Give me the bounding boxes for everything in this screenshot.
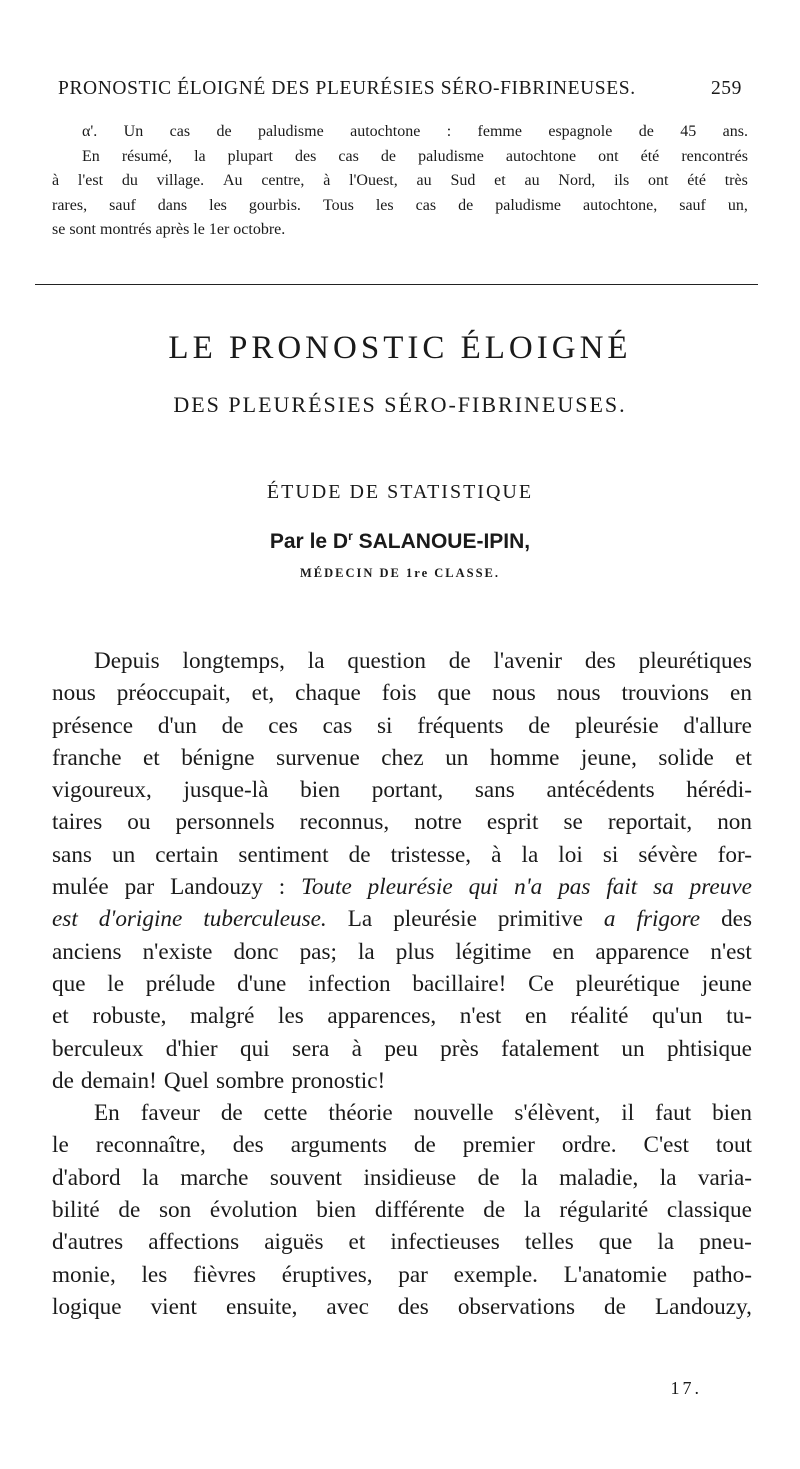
body-word: cette [263, 1100, 308, 1127]
body-word: affections [148, 1229, 240, 1256]
body-word: à [491, 841, 502, 868]
body-word: ces [268, 712, 298, 739]
body-word: se [563, 809, 583, 836]
body-word: ou [127, 809, 151, 836]
body-word: a [603, 906, 616, 933]
body-word: nous [556, 680, 601, 707]
body-word: que [52, 970, 86, 997]
study-label: ÉTUDE DE STATISTIQUE [266, 481, 534, 503]
body-word: reportait, [607, 809, 693, 836]
body-word: de [483, 1197, 506, 1224]
footnote-word: sauf [679, 196, 706, 214]
author-rank: MÉDECIN DE 1re CLASSE. [299, 566, 501, 580]
body-word: vient [150, 1293, 197, 1320]
footnote-word: α'. [82, 123, 98, 140]
footnote-word: : [446, 123, 452, 140]
footnote-word: femme [477, 123, 522, 140]
body-word: pleurésie [574, 712, 659, 739]
body-word: reconnaître, [95, 1132, 206, 1159]
body-word: la [521, 841, 539, 868]
section-divider [35, 284, 758, 285]
body-word: patho- [692, 1261, 752, 1288]
footnote-word: paludisme [418, 147, 484, 165]
footnote-word: Un [123, 123, 144, 140]
footnote-word: espagnole [548, 123, 613, 140]
signature-mark: 17. [670, 1378, 702, 1398]
body-word: la [142, 1164, 159, 1191]
body-line [52, 677, 752, 709]
body-word: C'est [643, 1132, 689, 1159]
body-word: le [52, 1132, 69, 1159]
body-word: cas [322, 712, 353, 739]
body-word: légitime [455, 938, 532, 965]
body-line [52, 742, 752, 774]
footnote-word: rencontrés [681, 147, 748, 165]
byline [0, 529, 800, 554]
body-word: de [52, 1067, 74, 1094]
body-word: jeune [701, 970, 752, 997]
footnote-word: au [524, 172, 540, 189]
body-line [52, 710, 752, 742]
body-word: des [397, 1293, 429, 1320]
footnote-word: ont [598, 147, 619, 165]
body-word: homme [489, 744, 560, 771]
body-word: bacillaire! [412, 970, 507, 997]
body-word: insidieuse [363, 1164, 457, 1191]
body-line [52, 1000, 752, 1032]
body-word: monie, [52, 1261, 116, 1288]
body-word: réalité [570, 1003, 629, 1030]
body-word: à [351, 1035, 362, 1062]
body-word: et [52, 1003, 69, 1030]
body-word: anciens [52, 938, 122, 965]
body-word: reconnus, [299, 809, 390, 836]
body-line [52, 1259, 752, 1291]
footnote-word: de [458, 196, 474, 214]
body-word: question [347, 648, 426, 674]
body-word: n'existe [142, 938, 213, 965]
body-word: des [584, 648, 616, 674]
body-word: Depuis [94, 648, 160, 674]
body-word: classique [666, 1197, 752, 1224]
footnote-word: résumé, [121, 147, 173, 165]
body-word: en [524, 1003, 547, 1030]
footnote-line [82, 120, 748, 145]
body-word: Ce [528, 970, 554, 997]
footnote-word: village. [156, 172, 205, 189]
body-line [52, 1291, 752, 1323]
body-word: un [621, 1035, 645, 1062]
footnote-word: rares, [52, 196, 88, 214]
body-word: pleurésie [367, 874, 453, 901]
body-word: Quel [163, 1067, 209, 1094]
footnote-block [52, 120, 748, 243]
footnote-word: ans. [722, 123, 748, 140]
body-word: par [124, 874, 155, 901]
body-word: il [621, 1100, 635, 1127]
footnote-word: Sud [450, 172, 476, 189]
body-word: de [118, 1197, 141, 1224]
footnote-line [82, 145, 748, 170]
body-word: fièvres [192, 1261, 257, 1288]
footnote-word: et [494, 172, 506, 189]
body-word: chez [381, 744, 424, 771]
footnote-word: dans [157, 196, 188, 214]
footnote-word: Nord, [558, 172, 596, 189]
body-word: certain [155, 841, 219, 868]
body-line [52, 1129, 752, 1161]
body-word: la [520, 1164, 538, 1191]
body-word: et, [251, 680, 275, 707]
body-word: arguments [290, 1132, 387, 1159]
footnote-word: autochtone [505, 147, 577, 165]
body-word: de [528, 712, 551, 739]
body-word: trouvions [621, 680, 710, 707]
body-word: infection [308, 970, 391, 997]
body-line [52, 1162, 752, 1194]
body-word: tout [715, 1132, 752, 1159]
body-line [52, 936, 752, 968]
body-word: apparence [595, 938, 690, 965]
body-word: bien [316, 1197, 357, 1224]
body-word: fait [606, 874, 638, 901]
body-word: la [307, 648, 325, 674]
body-word: varia- [697, 1164, 752, 1191]
body-line [52, 1194, 752, 1226]
body-word: bénigne [181, 744, 255, 771]
body-word: n'est [459, 1003, 502, 1030]
footnote-word: très [724, 172, 748, 189]
body-word: avec [326, 1293, 369, 1320]
body-word: bilité [52, 1197, 100, 1224]
body-word: En [94, 1100, 120, 1127]
body-word: donc [233, 938, 279, 965]
body-line [52, 645, 752, 677]
body-word: sa [653, 874, 674, 901]
body-word: prélude [145, 970, 216, 997]
body-word: d'un [157, 712, 197, 739]
body-word: marche [180, 1164, 249, 1191]
body-word: fréquents [417, 712, 504, 739]
footnote-word: les [375, 196, 394, 214]
footnote-word: plupart [227, 147, 273, 165]
body-word: pas [558, 874, 591, 901]
body-word: des [232, 1132, 264, 1159]
body-word: aiguës [264, 1229, 324, 1256]
body-word: les [141, 1261, 168, 1288]
body-word: sans [474, 777, 515, 804]
body-word: antécédents [546, 777, 655, 804]
body-word: sévère [638, 841, 698, 868]
body-word: tu- [726, 1003, 752, 1030]
body-word: de [413, 1132, 436, 1159]
footnote-word: paludisme [257, 123, 324, 140]
body-line [52, 1097, 752, 1129]
body-line [52, 968, 752, 1000]
footnote-word: Tous [322, 196, 354, 214]
body-word: premier [462, 1132, 535, 1159]
body-word: faveur [140, 1100, 200, 1127]
body-word: de [221, 712, 244, 739]
body-line [52, 806, 752, 838]
body-word: par [398, 1261, 428, 1288]
body-word: et [735, 744, 752, 771]
body-word: robuste, [92, 1003, 167, 1030]
footnote-line [52, 169, 748, 194]
footnote-word: la [194, 147, 206, 165]
body-word: près [440, 1035, 479, 1062]
body-word: qui [239, 1035, 270, 1062]
body-word: nouvelle [413, 1100, 494, 1127]
body-word: demain! [80, 1067, 157, 1094]
body-word: chaque [295, 680, 361, 707]
body-line [52, 774, 752, 806]
body-word: jusque-là [183, 777, 269, 804]
body-word: d'autres [52, 1229, 124, 1256]
body-word: de [477, 1164, 500, 1191]
body-word: en [552, 938, 575, 965]
body-word: apparences, [327, 1003, 437, 1030]
body-word: pas; [299, 938, 337, 965]
body-word: preuve [689, 874, 752, 901]
body-word: peu [384, 1035, 418, 1062]
byline-prefix: Par le D [269, 530, 349, 553]
footnote-word: Au [222, 172, 243, 189]
body-word: fatalement [501, 1035, 600, 1062]
body-line [52, 871, 752, 903]
body-word: en [730, 680, 752, 707]
footnote-line [52, 194, 748, 219]
body-word: tuberculeuse. [203, 906, 327, 933]
body-word: un [445, 744, 469, 771]
body-word: qui [468, 874, 499, 901]
footnote-word: des [295, 147, 317, 165]
footnote-word: sauf [109, 196, 136, 214]
body-word: les [278, 1003, 304, 1030]
body-word: régularité [559, 1197, 649, 1224]
footnote-word: autochtone [350, 123, 421, 140]
running-head-title: PRONOSTIC ÉLOIGNÉ DES PLEURÉSIES SÉRO-FIBRINEUSES. [58, 78, 636, 99]
body-word: franche [52, 744, 122, 771]
footnote-word: 45 [680, 123, 697, 140]
body-word: de [448, 648, 471, 674]
footnote-word: cas [338, 147, 359, 165]
body-word: loi [558, 841, 583, 868]
body-word: pronostic! [291, 1067, 386, 1094]
body-word: phtisique [666, 1035, 752, 1062]
body-word: taires [52, 809, 103, 836]
footnote-word: gourbis. [248, 196, 301, 214]
body-word: for- [717, 841, 752, 868]
footnote-word: autochtone, [583, 196, 658, 214]
body-word: fois [381, 680, 417, 707]
body-word: La [347, 906, 373, 933]
body-word: pleurétiques [638, 648, 752, 674]
footnote-word: cas [169, 123, 191, 140]
body-word: souvent [269, 1164, 342, 1191]
body-word: d'une [237, 970, 287, 997]
body-line [52, 1033, 752, 1065]
running-head [58, 78, 742, 100]
body-word: mulée [52, 874, 109, 901]
footnote-word: été [640, 147, 660, 165]
body-word: pleurésie [393, 906, 477, 933]
footnote-word: un, [727, 196, 748, 214]
body-word: d'hier [165, 1035, 218, 1062]
body-word: éruptives, [281, 1261, 373, 1288]
body-word: malgré [190, 1003, 255, 1030]
body-word: esprit [486, 809, 539, 836]
body-word: sentiment [238, 841, 329, 868]
body-word: n'est [710, 938, 752, 965]
article-subtitle: DES PLEURÉSIES SÉRO-FIBRINEUSES. [173, 392, 627, 417]
body-word: des [721, 906, 752, 933]
footnote-word: centre, [261, 172, 305, 189]
footnote-word: à [52, 172, 60, 189]
footnote-word: de [380, 147, 397, 165]
body-word: si [377, 712, 393, 739]
body-word: maladie, [559, 1164, 639, 1191]
body-word: la [659, 1164, 677, 1191]
body-word: L'anatomie [563, 1261, 668, 1288]
footnote-word: à [323, 172, 331, 189]
body-word: ensuite, [225, 1293, 298, 1320]
body-word: infectieuses [390, 1229, 500, 1256]
body-word: théorie [328, 1100, 393, 1127]
author-name: SALANOUE-IPIN, [358, 530, 531, 553]
footnote-word: En [82, 147, 100, 165]
body-word: présence [52, 712, 134, 739]
body-word: sera [291, 1035, 330, 1062]
body-word: la [657, 1229, 675, 1256]
body-line [52, 1226, 752, 1258]
body-word: différente [374, 1197, 465, 1224]
footnote-word: l'Ouest, [349, 172, 398, 189]
body-word: notre [414, 809, 462, 836]
body-line [52, 1065, 752, 1097]
body-line [52, 839, 752, 871]
footnote-word: paludisme [495, 196, 561, 214]
body-word: le [107, 970, 124, 997]
footnote-word: ont [648, 172, 669, 189]
body-word: telles [524, 1229, 574, 1256]
body-word: l'avenir [493, 648, 563, 674]
body-word: d'abord [52, 1164, 121, 1191]
body-word: la [357, 938, 375, 965]
body-word: son [158, 1197, 192, 1224]
body-word: plus [395, 938, 435, 965]
byline-sup: r [348, 529, 353, 543]
footnote-word: les [209, 196, 227, 214]
body-word: la [523, 1197, 541, 1224]
body-word: Toute [301, 874, 352, 901]
body-word: préoccupait, [116, 680, 231, 707]
article-body [52, 645, 752, 1323]
body-word: : [278, 874, 286, 901]
footnote-word: au [416, 172, 432, 189]
body-word: pleurétique [575, 970, 680, 997]
footnote-word: de [638, 123, 654, 140]
body-word: primitive [497, 906, 583, 933]
body-word: Landouzy [170, 874, 263, 901]
body-word: logique [52, 1293, 122, 1320]
body-word: bien [300, 777, 341, 804]
body-word: sombre [215, 1067, 285, 1094]
body-word: ordre. [561, 1132, 617, 1159]
footnote-word: se sont montrés après le 1er octobre. [52, 221, 286, 238]
body-word: non [717, 809, 752, 836]
body-word: survenue [276, 744, 360, 771]
body-word: pneu- [699, 1229, 752, 1256]
body-word: de [604, 1293, 626, 1320]
body-line [52, 903, 752, 935]
body-word: sans [52, 841, 92, 868]
footnote-word: ils [614, 172, 630, 189]
body-word: jeune, [580, 744, 637, 771]
body-word: hérédi- [686, 777, 752, 804]
body-word: d'origine [98, 906, 183, 933]
body-word: de [348, 841, 371, 868]
body-word: nous [491, 680, 536, 707]
article-title: LE PRONOSTIC ÉLOIGNÉ [168, 330, 632, 366]
body-word: berculeux [52, 1035, 144, 1062]
body-word: d'allure [683, 712, 752, 739]
body-word: un [112, 841, 136, 868]
body-word: si [602, 841, 619, 868]
body-word: faut [655, 1100, 692, 1127]
body-word: nous [52, 680, 96, 707]
footnote-word: du [121, 172, 138, 189]
body-word: et [142, 744, 160, 771]
body-word: exemple. [453, 1261, 538, 1288]
footnote-word: été [687, 172, 706, 189]
footnote-word: cas [415, 196, 437, 214]
body-word: qu'un [651, 1003, 703, 1030]
body-word: personnels [175, 809, 275, 836]
footnote-word: l'est [77, 172, 104, 189]
body-word: est [52, 906, 78, 933]
body-word: évolution [209, 1197, 298, 1224]
body-word: tristesse, [390, 841, 472, 868]
body-word: que [598, 1229, 633, 1256]
body-word: vigoureux, [52, 777, 152, 804]
body-word: solide [658, 744, 714, 771]
body-word: frigore [636, 906, 701, 933]
body-word: longtemps, [182, 648, 285, 674]
body-word: s'élèvent, [514, 1100, 601, 1127]
footnote-line [52, 218, 748, 243]
body-word: et [348, 1229, 366, 1256]
body-word: observations [457, 1293, 576, 1320]
page-number: 259 [710, 78, 742, 99]
body-word: Landouzy, [654, 1293, 752, 1320]
body-word: portant, [371, 777, 444, 804]
body-word: n'a [514, 874, 543, 901]
body-word: bien [712, 1100, 752, 1127]
footnote-word: de [216, 123, 232, 140]
body-word: de [220, 1100, 243, 1127]
body-word: que [437, 680, 471, 707]
